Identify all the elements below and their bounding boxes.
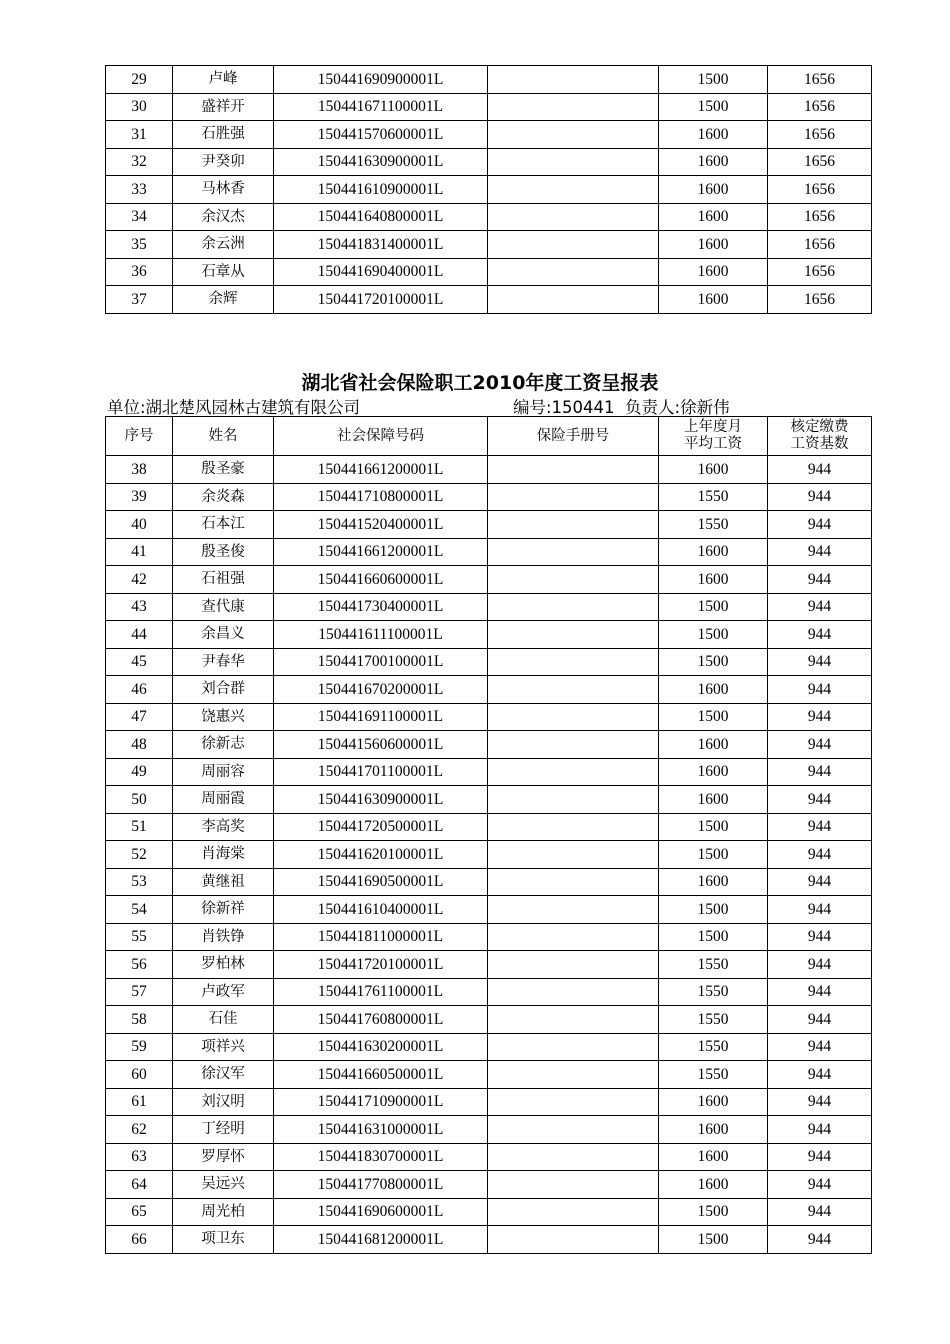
cell-avg-monthly-wage: 1500	[659, 813, 768, 841]
cell-insurance-book-no	[488, 121, 659, 149]
cell-insurance-book-no	[488, 758, 659, 786]
cell-contribution-base: 1656	[768, 66, 872, 94]
cell-insurance-book-no	[488, 813, 659, 841]
cell-seq: 37	[106, 286, 173, 314]
cell-insurance-book-no	[488, 978, 659, 1006]
wage-table	[105, 416, 872, 1254]
cell-avg-monthly-wage: 1550	[659, 978, 768, 1006]
cell-avg-monthly-wage: 1600	[659, 868, 768, 896]
cell-contribution-base: 944	[768, 813, 872, 841]
cell-contribution-base: 944	[768, 1171, 872, 1199]
cell-social-security-no: 150441690600001L	[274, 1198, 488, 1226]
cell-avg-monthly-wage: 1600	[659, 1143, 768, 1171]
page-title: 湖北省社会保险职工2010年度工资呈报表	[301, 372, 659, 394]
cell-name: 殷圣豪	[173, 456, 274, 484]
cell-avg-monthly-wage: 1600	[659, 258, 768, 286]
cell-avg-monthly-wage: 1500	[659, 923, 768, 951]
cell-contribution-base: 944	[768, 703, 872, 731]
cell-name: 石祖强	[173, 566, 274, 594]
cell-name: 石本江	[173, 511, 274, 539]
cell-contribution-base: 944	[768, 731, 872, 759]
cell-social-security-no: 150441760800001L	[274, 1006, 488, 1034]
cell-seq: 43	[106, 593, 173, 621]
cell-name: 罗厚怀	[173, 1143, 274, 1171]
table-row	[106, 978, 872, 1006]
cell-insurance-book-no	[488, 176, 659, 204]
cell-avg-monthly-wage: 1550	[659, 511, 768, 539]
cell-social-security-no: 150441690400001L	[274, 258, 488, 286]
cell-social-security-no: 150441631000001L	[274, 1116, 488, 1144]
cell-contribution-base: 1656	[768, 231, 872, 259]
cell-seq: 63	[106, 1143, 173, 1171]
cell-contribution-base: 1656	[768, 286, 872, 314]
cell-contribution-base: 944	[768, 1088, 872, 1116]
table-row	[106, 1033, 872, 1061]
cell-name: 周丽容	[173, 758, 274, 786]
header-social-security-no: 社会保障号码	[274, 417, 488, 456]
cell-social-security-no: 150441670200001L	[274, 676, 488, 704]
cell-name: 徐新祥	[173, 896, 274, 924]
cell-social-security-no: 150441701100001L	[274, 758, 488, 786]
cell-insurance-book-no	[488, 786, 659, 814]
cell-social-security-no: 150441710800001L	[274, 483, 488, 511]
table-row	[106, 1061, 872, 1089]
cell-avg-monthly-wage: 1500	[659, 593, 768, 621]
table-row	[106, 203, 872, 231]
cell-avg-monthly-wage: 1600	[659, 676, 768, 704]
cell-social-security-no: 150441710900001L	[274, 1088, 488, 1116]
cell-contribution-base: 944	[768, 456, 872, 484]
cell-contribution-base: 944	[768, 1033, 872, 1061]
cell-name: 尹春华	[173, 648, 274, 676]
cell-name: 余汉杰	[173, 203, 274, 231]
cell-social-security-no: 150441730400001L	[274, 593, 488, 621]
cell-social-security-no: 150441630200001L	[274, 1033, 488, 1061]
cell-name: 马林香	[173, 176, 274, 204]
cell-insurance-book-no	[488, 868, 659, 896]
cell-contribution-base: 944	[768, 483, 872, 511]
cell-insurance-book-no	[488, 1226, 659, 1254]
cell-insurance-book-no	[488, 456, 659, 484]
cell-seq: 31	[106, 121, 173, 149]
cell-social-security-no: 150441610900001L	[274, 176, 488, 204]
cell-avg-monthly-wage: 1500	[659, 703, 768, 731]
cell-contribution-base: 944	[768, 621, 872, 649]
cell-seq: 60	[106, 1061, 173, 1089]
cell-social-security-no: 150441660600001L	[274, 566, 488, 594]
cell-contribution-base: 944	[768, 758, 872, 786]
table-row	[106, 703, 872, 731]
table-row	[106, 676, 872, 704]
cell-insurance-book-no	[488, 923, 659, 951]
cell-seq: 64	[106, 1171, 173, 1199]
cell-name: 丁经明	[173, 1116, 274, 1144]
cell-social-security-no: 150441691100001L	[274, 703, 488, 731]
cell-contribution-base: 944	[768, 648, 872, 676]
cell-contribution-base: 944	[768, 566, 872, 594]
cell-name: 卢峰	[173, 66, 274, 94]
cell-contribution-base: 944	[768, 841, 872, 869]
unit-label: 单位:湖北楚风园林古建筑有限公司	[107, 398, 361, 417]
table-row	[106, 1171, 872, 1199]
cell-insurance-book-no	[488, 93, 659, 121]
cell-contribution-base: 944	[768, 978, 872, 1006]
cell-insurance-book-no	[488, 593, 659, 621]
cell-seq: 45	[106, 648, 173, 676]
cell-contribution-base: 1656	[768, 93, 872, 121]
cell-social-security-no: 150441720500001L	[274, 813, 488, 841]
cell-avg-monthly-wage: 1500	[659, 621, 768, 649]
cell-social-security-no: 150441811000001L	[274, 923, 488, 951]
cell-seq: 47	[106, 703, 173, 731]
cell-avg-monthly-wage: 1600	[659, 731, 768, 759]
cell-insurance-book-no	[488, 1088, 659, 1116]
cell-name: 周光柏	[173, 1198, 274, 1226]
cell-avg-monthly-wage: 1600	[659, 286, 768, 314]
cell-name: 徐新志	[173, 731, 274, 759]
cell-name: 罗柏林	[173, 951, 274, 979]
cell-social-security-no: 150441640800001L	[274, 203, 488, 231]
header-name: 姓名	[173, 417, 274, 456]
cell-seq: 30	[106, 93, 173, 121]
cell-seq: 55	[106, 923, 173, 951]
cell-avg-monthly-wage: 1600	[659, 231, 768, 259]
cell-insurance-book-no	[488, 1198, 659, 1226]
cell-contribution-base: 944	[768, 786, 872, 814]
cell-name: 吴远兴	[173, 1171, 274, 1199]
table-row	[106, 483, 872, 511]
cell-social-security-no: 150441661200001L	[274, 456, 488, 484]
cell-seq: 40	[106, 511, 173, 539]
cell-name: 余昌义	[173, 621, 274, 649]
cell-insurance-book-no	[488, 203, 659, 231]
header-avg-monthly-wage: 上年度月 平均工资	[659, 417, 768, 456]
cell-avg-monthly-wage: 1600	[659, 1116, 768, 1144]
table-row	[106, 93, 872, 121]
cell-seq: 53	[106, 868, 173, 896]
cell-insurance-book-no	[488, 1061, 659, 1089]
cell-social-security-no: 150441570600001L	[274, 121, 488, 149]
table-row	[106, 1116, 872, 1144]
cell-name: 殷圣俊	[173, 538, 274, 566]
table-body	[106, 66, 872, 314]
cell-name: 徐汉军	[173, 1061, 274, 1089]
cell-contribution-base: 944	[768, 1116, 872, 1144]
cell-social-security-no: 150441620100001L	[274, 841, 488, 869]
cell-name: 饶惠兴	[173, 703, 274, 731]
cell-insurance-book-no	[488, 231, 659, 259]
cell-avg-monthly-wage: 1550	[659, 1033, 768, 1061]
cell-seq: 52	[106, 841, 173, 869]
cell-seq: 29	[106, 66, 173, 94]
cell-social-security-no: 150441630900001L	[274, 148, 488, 176]
cell-social-security-no: 150441690900001L	[274, 66, 488, 94]
table-row	[106, 896, 872, 924]
cell-contribution-base: 1656	[768, 148, 872, 176]
cell-insurance-book-no	[488, 1033, 659, 1061]
cell-avg-monthly-wage: 1600	[659, 456, 768, 484]
cell-name: 卢政军	[173, 978, 274, 1006]
table-row	[106, 148, 872, 176]
cell-name: 刘汉明	[173, 1088, 274, 1116]
cell-avg-monthly-wage: 1600	[659, 148, 768, 176]
cell-avg-monthly-wage: 1550	[659, 1061, 768, 1089]
cell-contribution-base: 944	[768, 868, 872, 896]
wage-table-continued	[105, 65, 872, 314]
cell-social-security-no: 150441560600001L	[274, 731, 488, 759]
cell-social-security-no: 150441700100001L	[274, 648, 488, 676]
cell-contribution-base: 944	[768, 1198, 872, 1226]
table-row	[106, 621, 872, 649]
cell-name: 余辉	[173, 286, 274, 314]
table-row	[106, 841, 872, 869]
cell-name: 余炎森	[173, 483, 274, 511]
table-row	[106, 951, 872, 979]
cell-social-security-no: 150441720100001L	[274, 951, 488, 979]
cell-insurance-book-no	[488, 148, 659, 176]
cell-seq: 48	[106, 731, 173, 759]
cell-seq: 33	[106, 176, 173, 204]
cell-social-security-no: 150441630900001L	[274, 786, 488, 814]
cell-name: 项祥兴	[173, 1033, 274, 1061]
cell-contribution-base: 1656	[768, 203, 872, 231]
cell-seq: 38	[106, 456, 173, 484]
table-row	[106, 176, 872, 204]
cell-contribution-base: 944	[768, 593, 872, 621]
cell-seq: 39	[106, 483, 173, 511]
table-row	[106, 66, 872, 94]
table-row	[106, 511, 872, 539]
cell-name: 余云洲	[173, 231, 274, 259]
cell-contribution-base: 1656	[768, 121, 872, 149]
cell-seq: 54	[106, 896, 173, 924]
cell-social-security-no: 150441690500001L	[274, 868, 488, 896]
cell-contribution-base: 944	[768, 896, 872, 924]
cell-seq: 59	[106, 1033, 173, 1061]
cell-insurance-book-no	[488, 648, 659, 676]
cell-contribution-base: 944	[768, 1143, 872, 1171]
cell-avg-monthly-wage: 1500	[659, 1198, 768, 1226]
cell-name: 盛祥开	[173, 93, 274, 121]
table-row	[106, 1226, 872, 1254]
cell-insurance-book-no	[488, 566, 659, 594]
table-row	[106, 1088, 872, 1116]
cell-social-security-no: 150441830700001L	[274, 1143, 488, 1171]
table-row	[106, 1198, 872, 1226]
table-row	[106, 758, 872, 786]
cell-insurance-book-no	[488, 1143, 659, 1171]
cell-avg-monthly-wage: 1500	[659, 93, 768, 121]
cell-name: 石佳	[173, 1006, 274, 1034]
cell-contribution-base: 1656	[768, 258, 872, 286]
cell-seq: 62	[106, 1116, 173, 1144]
cell-contribution-base: 944	[768, 511, 872, 539]
cell-contribution-base: 944	[768, 676, 872, 704]
header-contribution-base: 核定缴费 工资基数	[768, 417, 872, 456]
cell-name: 肖铁铮	[173, 923, 274, 951]
cell-seq: 57	[106, 978, 173, 1006]
table-row	[106, 593, 872, 621]
cell-social-security-no: 150441610400001L	[274, 896, 488, 924]
cell-contribution-base: 944	[768, 538, 872, 566]
cell-avg-monthly-wage: 1600	[659, 758, 768, 786]
cell-seq: 56	[106, 951, 173, 979]
cell-social-security-no: 150441661200001L	[274, 538, 488, 566]
cell-contribution-base: 944	[768, 951, 872, 979]
code-and-manager-label: 编号:150441 负责人:徐新伟	[513, 398, 730, 417]
table-row	[106, 868, 872, 896]
cell-insurance-book-no	[488, 538, 659, 566]
cell-seq: 49	[106, 758, 173, 786]
cell-insurance-book-no	[488, 258, 659, 286]
cell-contribution-base: 1656	[768, 176, 872, 204]
table-row	[106, 456, 872, 484]
cell-avg-monthly-wage: 1600	[659, 1088, 768, 1116]
table-body	[106, 456, 872, 1254]
cell-avg-monthly-wage: 1600	[659, 538, 768, 566]
cell-avg-monthly-wage: 1500	[659, 896, 768, 924]
cell-social-security-no: 150441660500001L	[274, 1061, 488, 1089]
cell-contribution-base: 944	[768, 1061, 872, 1089]
cell-insurance-book-no	[488, 66, 659, 94]
cell-seq: 61	[106, 1088, 173, 1116]
table-row	[106, 566, 872, 594]
cell-seq: 42	[106, 566, 173, 594]
cell-seq: 41	[106, 538, 173, 566]
cell-insurance-book-no	[488, 621, 659, 649]
table-row	[106, 731, 872, 759]
cell-seq: 50	[106, 786, 173, 814]
cell-social-security-no: 150441720100001L	[274, 286, 488, 314]
cell-social-security-no: 150441520400001L	[274, 511, 488, 539]
cell-insurance-book-no	[488, 286, 659, 314]
cell-insurance-book-no	[488, 1171, 659, 1199]
cell-insurance-book-no	[488, 1006, 659, 1034]
cell-insurance-book-no	[488, 841, 659, 869]
cell-insurance-book-no	[488, 511, 659, 539]
cell-avg-monthly-wage: 1500	[659, 841, 768, 869]
cell-seq: 32	[106, 148, 173, 176]
header-insurance-book-no: 保险手册号	[488, 417, 659, 456]
cell-name: 黄继祖	[173, 868, 274, 896]
table-row	[106, 786, 872, 814]
cell-social-security-no: 150441831400001L	[274, 231, 488, 259]
cell-seq: 58	[106, 1006, 173, 1034]
cell-avg-monthly-wage: 1600	[659, 786, 768, 814]
cell-seq: 65	[106, 1198, 173, 1226]
cell-name: 李高奖	[173, 813, 274, 841]
cell-name: 石章从	[173, 258, 274, 286]
cell-name: 查代康	[173, 593, 274, 621]
cell-contribution-base: 944	[768, 1226, 872, 1254]
cell-seq: 66	[106, 1226, 173, 1254]
cell-seq: 44	[106, 621, 173, 649]
cell-insurance-book-no	[488, 951, 659, 979]
table-header-row	[106, 417, 872, 456]
table-row	[106, 1006, 872, 1034]
cell-name: 刘合群	[173, 676, 274, 704]
table-row	[106, 1143, 872, 1171]
table-row	[106, 231, 872, 259]
cell-insurance-book-no	[488, 676, 659, 704]
cell-contribution-base: 944	[768, 1006, 872, 1034]
cell-social-security-no: 150441611100001L	[274, 621, 488, 649]
cell-name: 尹癸卯	[173, 148, 274, 176]
cell-avg-monthly-wage: 1550	[659, 483, 768, 511]
cell-insurance-book-no	[488, 1116, 659, 1144]
cell-social-security-no: 150441770800001L	[274, 1171, 488, 1199]
cell-avg-monthly-wage: 1600	[659, 566, 768, 594]
cell-seq: 46	[106, 676, 173, 704]
table-row	[106, 813, 872, 841]
cell-contribution-base: 944	[768, 923, 872, 951]
cell-avg-monthly-wage: 1550	[659, 1006, 768, 1034]
cell-name: 周丽霞	[173, 786, 274, 814]
cell-insurance-book-no	[488, 483, 659, 511]
cell-seq: 35	[106, 231, 173, 259]
header-seq: 序号	[106, 417, 173, 456]
cell-insurance-book-no	[488, 896, 659, 924]
cell-insurance-book-no	[488, 703, 659, 731]
cell-name: 石胜强	[173, 121, 274, 149]
cell-social-security-no: 150441761100001L	[274, 978, 488, 1006]
cell-seq: 34	[106, 203, 173, 231]
cell-seq: 36	[106, 258, 173, 286]
cell-avg-monthly-wage: 1600	[659, 203, 768, 231]
cell-avg-monthly-wage: 1500	[659, 66, 768, 94]
cell-avg-monthly-wage: 1600	[659, 121, 768, 149]
cell-name: 肖海棠	[173, 841, 274, 869]
table-row	[106, 923, 872, 951]
cell-seq: 51	[106, 813, 173, 841]
cell-insurance-book-no	[488, 731, 659, 759]
cell-avg-monthly-wage: 1600	[659, 1171, 768, 1199]
cell-name: 项卫东	[173, 1226, 274, 1254]
table-row	[106, 648, 872, 676]
cell-avg-monthly-wage: 1600	[659, 176, 768, 204]
cell-social-security-no: 150441671100001L	[274, 93, 488, 121]
table-row	[106, 286, 872, 314]
table-row	[106, 538, 872, 566]
table-row	[106, 121, 872, 149]
cell-avg-monthly-wage: 1550	[659, 951, 768, 979]
cell-avg-monthly-wage: 1500	[659, 648, 768, 676]
table-row	[106, 258, 872, 286]
cell-social-security-no: 150441681200001L	[274, 1226, 488, 1254]
cell-avg-monthly-wage: 1500	[659, 1226, 768, 1254]
